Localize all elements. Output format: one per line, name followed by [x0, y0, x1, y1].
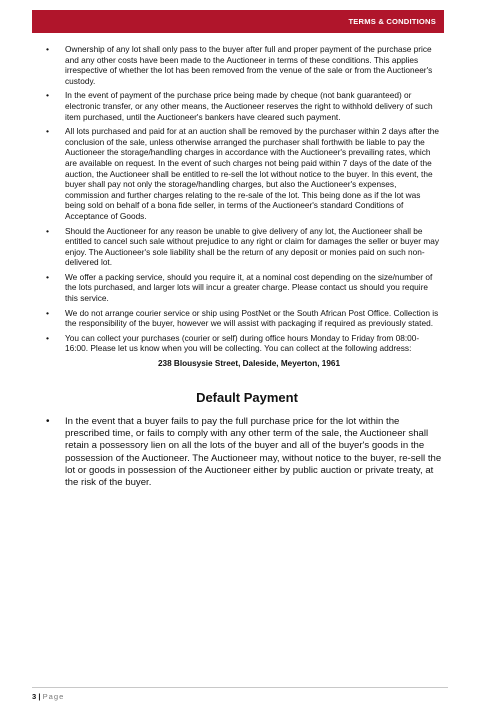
bullet-icon: •: [46, 416, 50, 428]
term-text: We offer a packing service, should you require it, at a nominal cost depending on the size/number of the lots purchased, and larger lots will incur a greater charge. Please contact us should you require this service.: [65, 271, 433, 304]
default-payment-text: In the event that a buyer fails to pay the full purchase price for the lot within the prescribed time, or fails to comply with any other term of the sale, the Auctioneer shall retain a possessory lien on all the lots of the buyer and all of the buyer's goods in the possession of the Auctioneer. The Auctioneer may, without notice to the buyer, re-sell the lot or goods in possession of the Auctioneer either by public auction or private treaty, at the risk of the buyer.: [65, 416, 442, 489]
bullet-icon: •: [46, 307, 50, 318]
term-text: You can collect your purchases (courier or self) during office hours Monday to Friday from 08:00-16:00. Please let us know when you will be collecting. You can collect at the following address:: [65, 332, 420, 354]
list-item: [44, 333, 442, 354]
term-text: All lots purchased and paid for at an auction shall be removed by the purchaser within 2 days after the conclusion of the sale, unless otherwise arranged the purchaser shall forthwith be liable to pay the Auctioneer the storage/handling charges in accordance with the Auctioneer's prevailing rates, which are available on request. In the event of such charges not being paid within 7 days of the date of the auction, the Auctioneer shall be entitled to re-sell the lot without notice to the buyer. In this event, the buyer shall pay not only the storage/handling charges, but also the Auctioneer's expenses, commission and further charges relating to the re-sale of the lot. This being done as if the lot was being sold on behalf of a bona fide seller, in terms of the Auctioneer's standard Conditions of Acceptance of Goods.: [65, 126, 440, 221]
list-item: [44, 126, 442, 221]
page-number: 3: [32, 692, 37, 701]
footer-divider: [32, 687, 448, 688]
default-payment-list: [44, 416, 442, 489]
page-label: Page: [42, 692, 65, 701]
list-item: [44, 416, 442, 489]
list-item: [44, 90, 442, 122]
section-heading-default-payment: Default Payment: [196, 390, 298, 406]
list-item: [44, 272, 442, 304]
bullet-icon: •: [46, 271, 50, 282]
list-item: [44, 226, 442, 268]
list-item: [44, 308, 442, 329]
term-text: In the event of payment of the purchase price being made by cheque (not bank guaranteed) or electronic transfer, or any other means, the Auctioneer reserves the right to withhold delivery of such item purchased, until the Auctioneer's bankers have cleared such payment.: [65, 90, 433, 122]
footer-separator: |: [38, 692, 41, 701]
page-footer: [32, 692, 64, 701]
list-item: [44, 44, 442, 86]
bullet-icon: •: [46, 44, 50, 54]
bullet-icon: •: [46, 332, 50, 343]
bullet-icon: •: [46, 126, 50, 137]
terms-list: [44, 44, 442, 354]
document-body: [44, 44, 442, 493]
term-text: We do not arrange courier service or ship using PostNet or the South African Post Office. Collection is the responsibility of the buyer, however we will assist with packaging if required as previously stated.: [65, 307, 439, 329]
term-text: Ownership of any lot shall only pass to the buyer after full and proper payment of the purchase price and any other costs have been made to the Auctioneer in terms of these conditions. This applies irrespective of whether the lot has been removed from the venue of the sale or from the Auctioneer's custody.: [65, 44, 433, 86]
bullet-icon: •: [46, 90, 50, 101]
header-bar: [32, 10, 444, 33]
bullet-icon: •: [46, 225, 50, 236]
term-text: Should the Auctioneer for any reason be unable to give delivery of any lot, the Auctioneer shall be entitled to cancel such sale without prejudice to any right or claim for damages the seller or buyer may enjoy. The Auctioneer's sole liability shall be the return of any deposit or monies paid on such non-delivered lot.: [65, 225, 440, 268]
page-header-title: TERMS & CONDITIONS: [348, 17, 436, 26]
collection-address: 238 Blousysie Street, Daleside, Meyerton, 1961: [157, 359, 341, 369]
